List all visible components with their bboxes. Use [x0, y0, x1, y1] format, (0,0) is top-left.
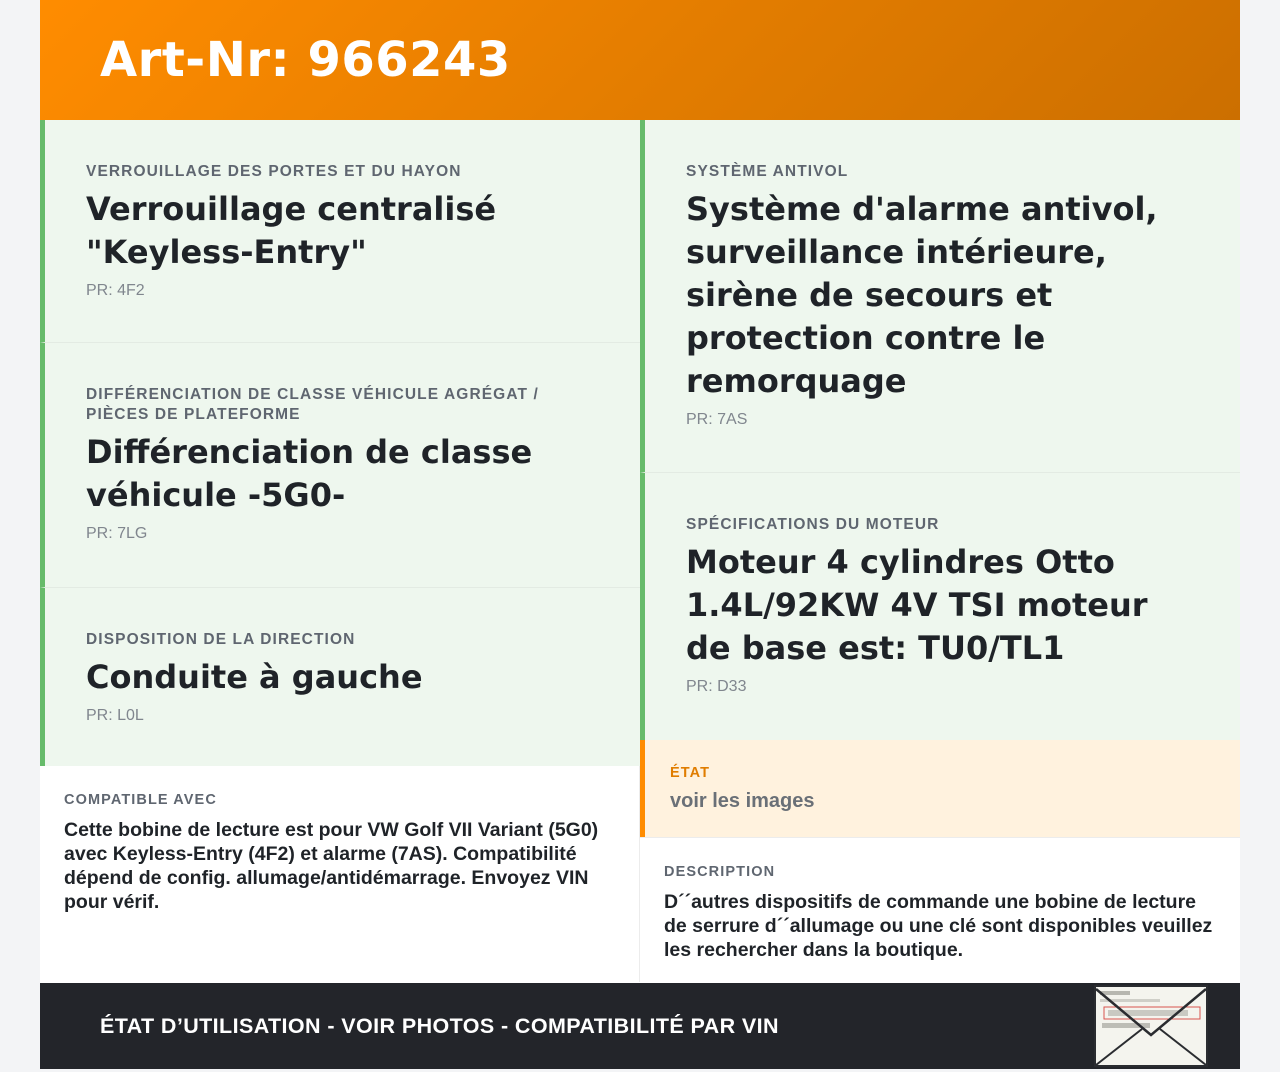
spec-card	[640, 472, 1240, 740]
spec-card	[640, 120, 1240, 472]
spec-pr-code: PR: D33	[686, 678, 747, 695]
page-header	[40, 0, 1240, 120]
description-text: D´´autres dispositifs de commande une bobine de lecture de serrure d´´allumage ou une clé sont disponibles veuillez les rechercher dans la boutique.	[664, 891, 1213, 961]
spec-category: DISPOSITION DE LA DIRECTION	[86, 631, 356, 648]
spec-category: SPÉCIFICATIONS DU MOTEUR	[686, 516, 940, 533]
description-section	[640, 837, 1240, 982]
spec-pr-code: PR: 7LG	[86, 525, 148, 542]
compatibility-section	[40, 766, 640, 982]
compatibility-text: Cette bobine de lecture est pour VW Golf VII Variant (5G0) avec Keyless-Entry (4F2) et alarme (7AS). Compatibilité dépend de config. allumage/antidémarrage. Envoyez VIN pour vérif.	[64, 819, 599, 913]
spec-value: Moteur 4 cylindres Otto 1.4L/92KW 4V TSI moteur de base est: TU0/TL1	[686, 543, 1148, 667]
spec-value: Conduite à gauche	[86, 658, 423, 696]
spec-value: Verrouillage centralisé "Keyless-Entry"	[86, 190, 497, 271]
envelope-icon	[1094, 985, 1208, 1067]
spec-card	[40, 587, 640, 766]
spec-pr-code: PR: 7AS	[686, 411, 748, 428]
stamp-envelope-icon	[1092, 983, 1210, 1069]
spec-pr-code: PR: 4F2	[86, 282, 145, 299]
state-label: ÉTAT	[670, 765, 711, 781]
footer-text: ÉTAT D’UTILISATION - VOIR PHOTOS - COMPATIBILITÉ PAR VIN	[100, 1013, 779, 1038]
spec-pr-code: PR: L0L	[86, 707, 144, 724]
spec-category: VERROUILLAGE DES PORTES ET DU HAYON	[86, 163, 462, 180]
spec-card	[40, 120, 640, 342]
description-label: DESCRIPTION	[664, 864, 776, 880]
spec-value: Système d'alarme antivol, surveillance intérieure, sirène de secours et protection contre le remorquage	[686, 190, 1158, 400]
state-value: voir les images	[670, 790, 815, 812]
spec-card	[40, 342, 640, 587]
spec-category: DIFFÉRENCIATION DE CLASSE VÉHICULE AGRÉGAT / PIÈCES DE PLATEFORME	[86, 386, 539, 423]
spec-category: SYSTÈME ANTIVOL	[686, 163, 849, 180]
compatibility-label: COMPATIBLE AVEC	[64, 792, 217, 808]
article-number-title: Art-Nr: 966243	[100, 32, 511, 88]
product-page	[40, 0, 1240, 1069]
spec-value: Différenciation de classe véhicule -5G0-	[86, 433, 533, 514]
page-footer	[40, 983, 1240, 1069]
state-section	[640, 740, 1240, 837]
